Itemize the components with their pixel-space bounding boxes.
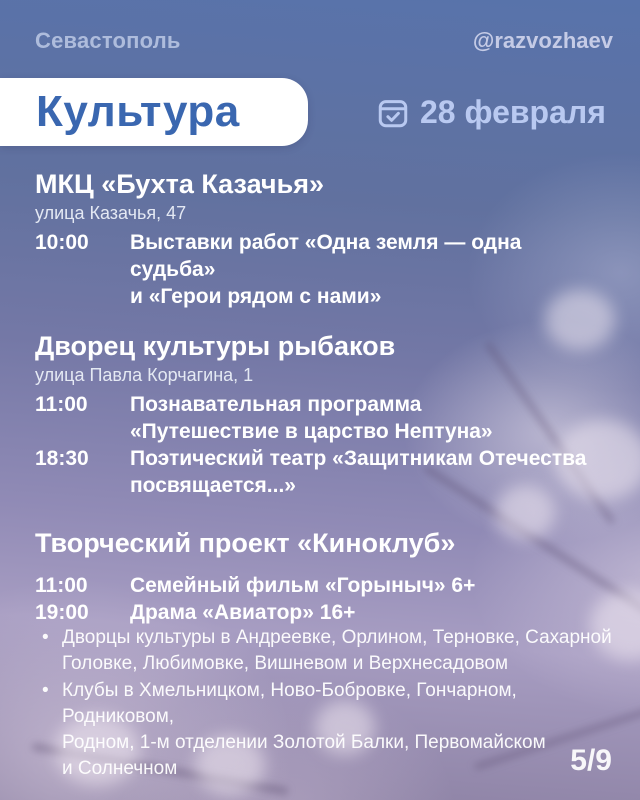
event-time: 11:00 <box>35 393 88 416</box>
event-line: и «Герои рядом с нами» <box>130 285 382 308</box>
event-row <box>35 599 610 626</box>
note-line: и Солнечном <box>62 758 178 779</box>
venue-section <box>35 168 610 310</box>
event-line: «Путешествие в царство Нептуна» <box>130 420 493 443</box>
event-description <box>130 445 586 499</box>
event-line: Поэтический театр «Защитникам Отечества <box>130 447 587 470</box>
event-line: Познавательная программа <box>130 393 422 416</box>
date-row <box>376 94 606 131</box>
venue-title: Творческий проект «Киноклуб» <box>35 528 456 558</box>
event-time: 11:00 <box>35 574 88 597</box>
note-item <box>42 678 617 782</box>
event-line: посвящается...» <box>130 474 296 497</box>
venue-address: улица Казачья, 47 <box>35 203 187 223</box>
event-list <box>35 391 610 499</box>
event-row <box>35 445 610 499</box>
event-row <box>35 229 610 310</box>
event-time: 10:00 <box>35 231 89 254</box>
note-line: Клубы в Хмельницком, Ново-Бобровке, Гончарном, Родниковом, <box>62 680 517 727</box>
venue-title: Дворец культуры рыбаков <box>35 331 396 361</box>
notes-list <box>42 625 617 783</box>
event-description <box>130 572 475 599</box>
date-label: 28 февраля <box>420 94 606 130</box>
category-badge-label: Культура <box>36 87 240 136</box>
event-description <box>130 229 610 310</box>
note-line: Головке, Любимовке, Вишневом и Верхнесадовом <box>62 653 509 674</box>
note-item <box>42 625 617 677</box>
venue-section <box>35 330 610 499</box>
event-row <box>35 391 610 445</box>
event-line: Выставки работ «Одна земля — одна судьба» <box>130 231 522 281</box>
page-indicator: 5/9 <box>570 744 612 777</box>
event-line: Семейный фильм «Горыныч» 6+ <box>130 574 476 597</box>
event-description <box>130 599 355 626</box>
venue-title: МКЦ «Бухта Казачья» <box>35 169 324 199</box>
event-list <box>35 229 610 310</box>
event-list <box>35 572 610 626</box>
author-handle: @razvozhaev <box>472 28 613 53</box>
note-text <box>62 678 617 782</box>
event-time: 19:00 <box>35 601 89 624</box>
city-label: Севастополь <box>35 28 181 53</box>
note-text <box>62 625 612 677</box>
note-line: Дворцы культуры в Андреевке, Орлином, Терновке, Сахарной <box>62 627 612 648</box>
bullet-icon <box>42 678 62 782</box>
event-time: 18:30 <box>35 447 89 470</box>
category-badge <box>0 78 308 146</box>
venue-address: улица Павла Корчагина, 1 <box>35 365 254 385</box>
event-row <box>35 572 610 599</box>
note-line: Родном, 1-м отделении Золотой Балки, Первомайском <box>62 732 546 753</box>
venue-section <box>35 527 610 626</box>
event-description <box>130 391 493 445</box>
event-line: Драма «Авиатор» 16+ <box>130 601 356 624</box>
calendar-check-icon <box>376 96 410 130</box>
bullet-icon <box>42 625 62 677</box>
